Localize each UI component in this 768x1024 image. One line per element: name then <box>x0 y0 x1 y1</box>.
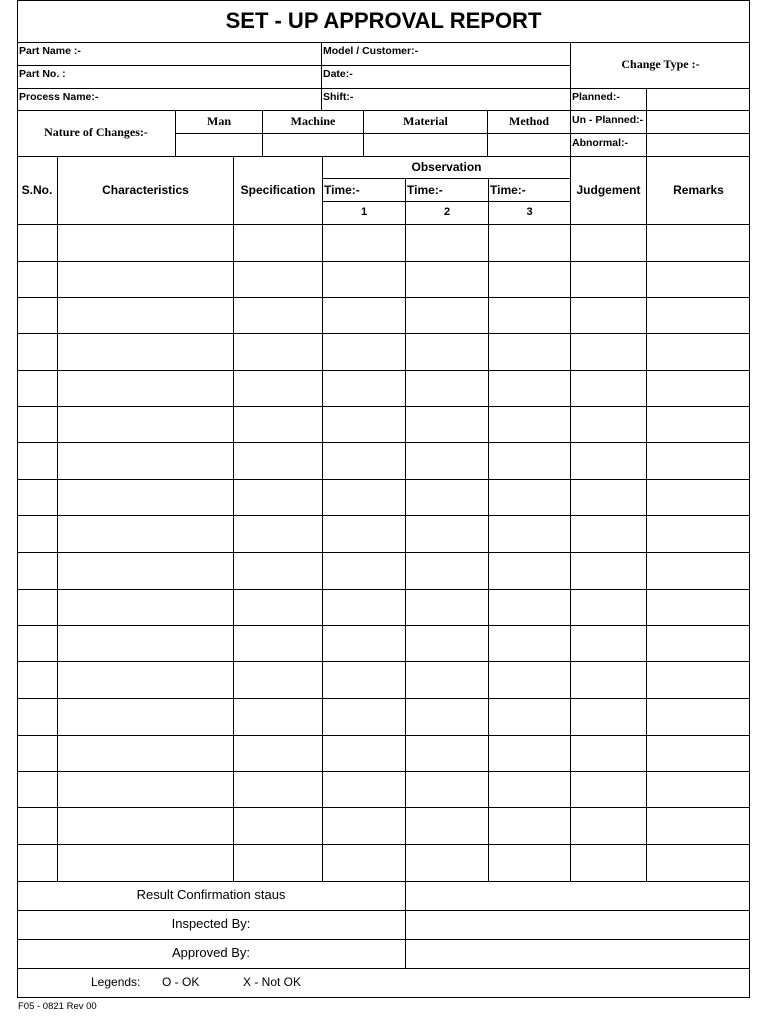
divider <box>646 156 647 881</box>
legend-not-ok: X - Not OK <box>243 975 302 989</box>
time-2-label: Time:- <box>407 183 443 197</box>
divider <box>17 110 750 111</box>
process-name-label: Process Name:- <box>19 91 99 103</box>
divider <box>17 224 750 225</box>
divider <box>322 201 570 202</box>
col-remarks: Remarks <box>673 183 724 197</box>
divider <box>570 156 571 881</box>
approved-by-label: Approved By: <box>171 945 251 960</box>
col-specification: Specification <box>240 183 316 197</box>
shift-label: Shift:- <box>323 91 354 103</box>
col-judgement: Judgement <box>576 183 641 197</box>
legend-ok: O - OK <box>162 975 200 989</box>
divider <box>17 156 750 157</box>
document-code: F05 - 0821 Rev 00 <box>18 1001 97 1012</box>
divider <box>233 156 234 881</box>
table-row <box>17 515 750 516</box>
divider <box>405 178 406 881</box>
table-row <box>17 698 750 699</box>
divider <box>17 910 750 911</box>
inspected-by-label: Inspected By: <box>171 916 251 931</box>
divider <box>57 156 58 881</box>
obs-1-label: 1 <box>360 206 368 218</box>
divider <box>17 939 750 940</box>
divider <box>405 881 406 968</box>
abnormal-label: Abnormal:- <box>572 137 628 149</box>
table-row <box>17 807 750 808</box>
table-row <box>17 442 750 443</box>
table-row <box>17 589 750 590</box>
col-observation: Observation <box>411 160 482 174</box>
divider <box>17 42 750 43</box>
model-customer-label: Model / Customer:- <box>323 45 419 57</box>
table-row <box>17 479 750 480</box>
table-row <box>17 370 750 371</box>
man-label: Man <box>207 114 231 128</box>
planned-label: Planned:- <box>572 91 620 103</box>
legends-label: Legends: <box>91 975 141 989</box>
divider <box>17 65 571 66</box>
obs-2-label: 2 <box>443 206 451 218</box>
table-row <box>17 771 750 772</box>
part-no-label: Part No. : <box>19 68 66 80</box>
page-title: SET - UP APPROVAL REPORT <box>225 8 542 33</box>
col-characteristics: Characteristics <box>102 183 189 197</box>
method-label: Method <box>509 114 549 128</box>
change-type-label: Change Type :- <box>621 57 700 71</box>
machine-label: Machine <box>290 114 336 128</box>
time-1-label: Time:- <box>324 183 360 197</box>
table-row <box>17 333 750 334</box>
table-row <box>17 661 750 662</box>
obs-3-label: 3 <box>526 206 533 218</box>
result-confirmation-label: Result Confirmation staus <box>136 887 286 902</box>
col-sno: S.No. <box>21 183 53 197</box>
table-row <box>17 881 750 882</box>
divider <box>17 88 750 89</box>
table-row <box>17 735 750 736</box>
material-label: Material <box>403 114 448 128</box>
table-row <box>17 261 750 262</box>
divider <box>321 42 322 110</box>
report-form <box>17 0 750 998</box>
divider <box>488 178 489 881</box>
divider <box>322 156 323 881</box>
table-row <box>17 297 750 298</box>
unplanned-label: Un - Planned:- <box>572 114 644 126</box>
time-3-label: Time:- <box>490 183 526 197</box>
divider <box>17 968 750 969</box>
table-row <box>17 625 750 626</box>
table-row <box>17 552 750 553</box>
nature-of-changes-label: Nature of Changes:- <box>44 125 148 139</box>
table-row <box>17 844 750 845</box>
table-row <box>17 406 750 407</box>
divider <box>646 88 647 156</box>
date-label: Date:- <box>323 68 353 80</box>
part-name-label: Part Name :- <box>19 45 81 57</box>
divider <box>322 178 570 179</box>
